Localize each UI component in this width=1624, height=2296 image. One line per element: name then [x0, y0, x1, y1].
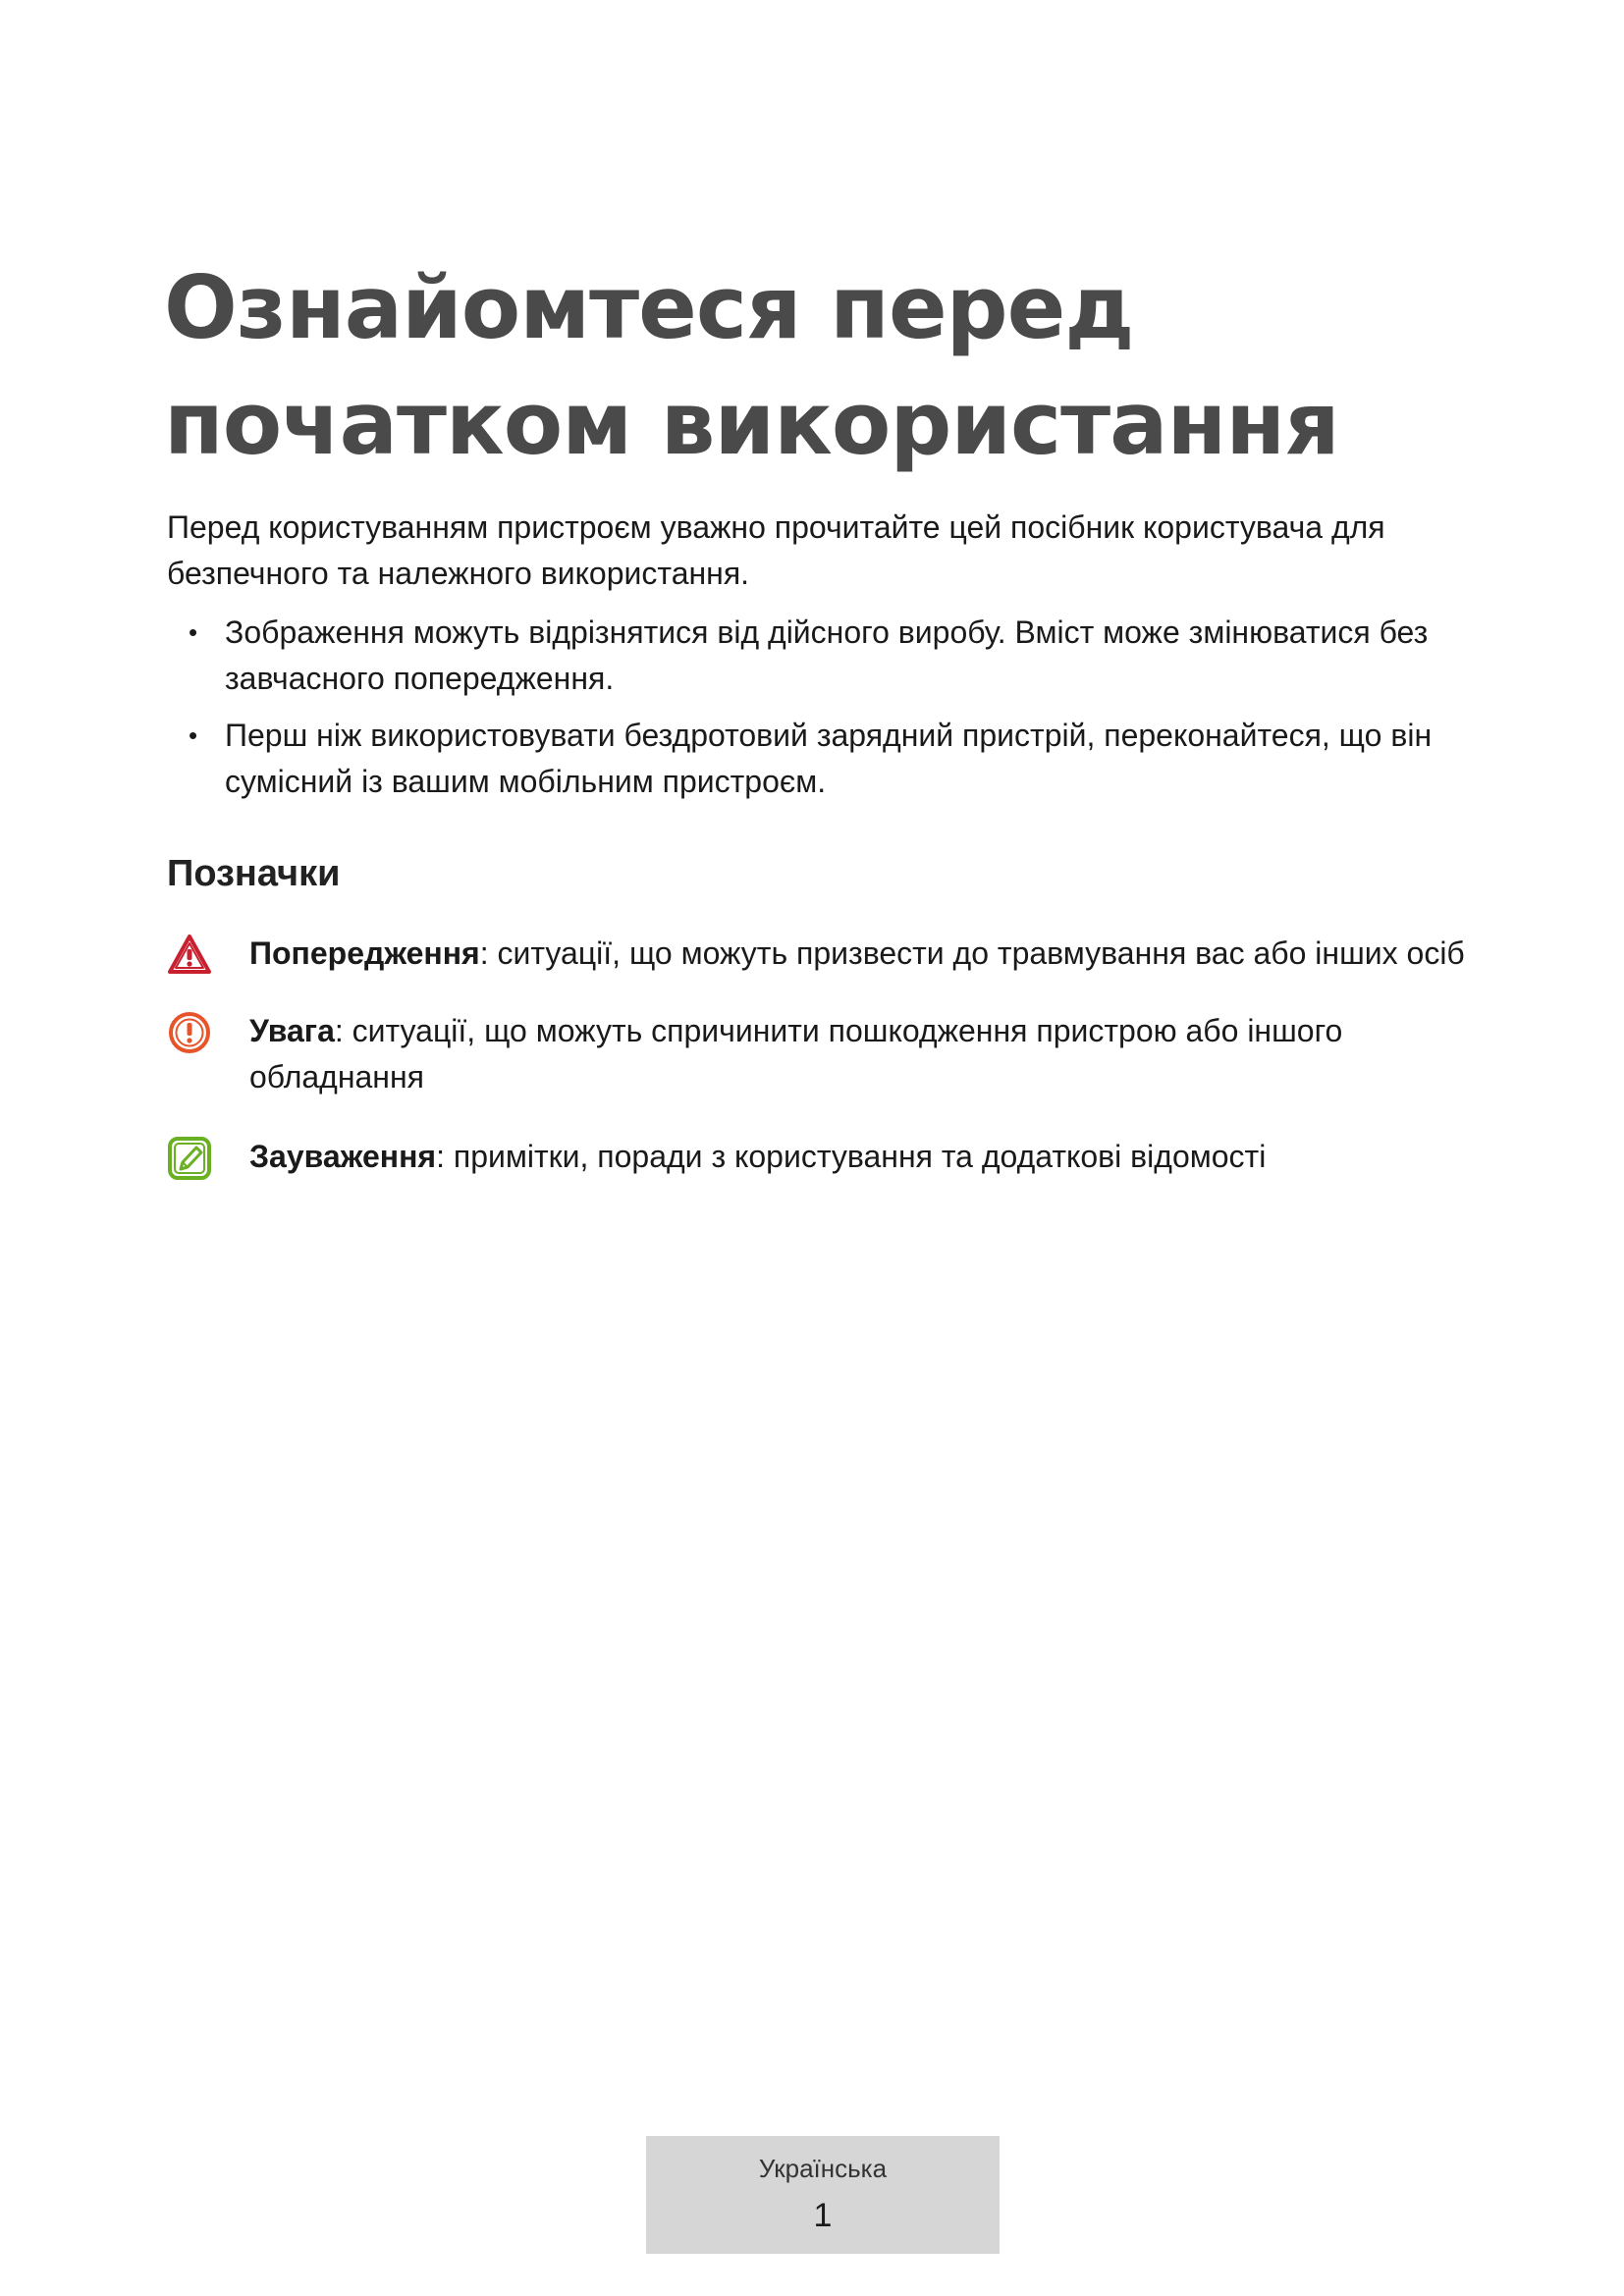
bullet-list [167, 610, 1483, 816]
notice-separator: : [479, 935, 489, 971]
notice-label: Увага [249, 1013, 335, 1048]
notice-separator: : [436, 1139, 445, 1174]
bullet-item [167, 610, 1483, 702]
notice-text [249, 1008, 1487, 1100]
bullet-item [167, 713, 1483, 805]
bullet-text: Зображення можуть відрізнятися від дійсного виробу. Вміст може змінюватися без завчасного попередження. [225, 614, 1429, 696]
page-footer [646, 2136, 1000, 2254]
notice-text [249, 1134, 1487, 1180]
intro-paragraph: Перед користуванням пристроєм уважно прочитайте цей посібник користувача для безпечного та належного використання. [167, 509, 1385, 591]
page-number: 1 [813, 2197, 833, 2234]
bullet-text: Перш ніж використовувати бездротовий зарядний пристрій, переконайтеся, що він сумісний із вашим мобільним пристроєм. [225, 718, 1433, 799]
notice-label: Зауваження [249, 1139, 437, 1174]
caution-circle-icon [167, 1010, 212, 1055]
bullet-marker: • [189, 617, 198, 647]
notice-description: ситуації, що можуть спричинити пошкодження пристрою або іншого обладнання [249, 1013, 1343, 1095]
warning-triangle-icon [167, 933, 212, 978]
page-title: Ознайомтеся перед початком використання [164, 257, 1339, 474]
section-heading: Позначки [167, 853, 341, 894]
notice-description: примітки, поради з користування та додаткові відомості [444, 1139, 1267, 1174]
notice-description: ситуації, що можуть призвести до травмування вас або інших осіб [488, 935, 1465, 971]
notice-label: Попередження [249, 935, 480, 971]
notice-text [249, 931, 1487, 977]
notice-separator: : [334, 1013, 344, 1048]
footer-language: Українська [758, 2154, 888, 2183]
bullet-marker: • [189, 721, 198, 750]
note-pencil-icon [167, 1136, 212, 1181]
